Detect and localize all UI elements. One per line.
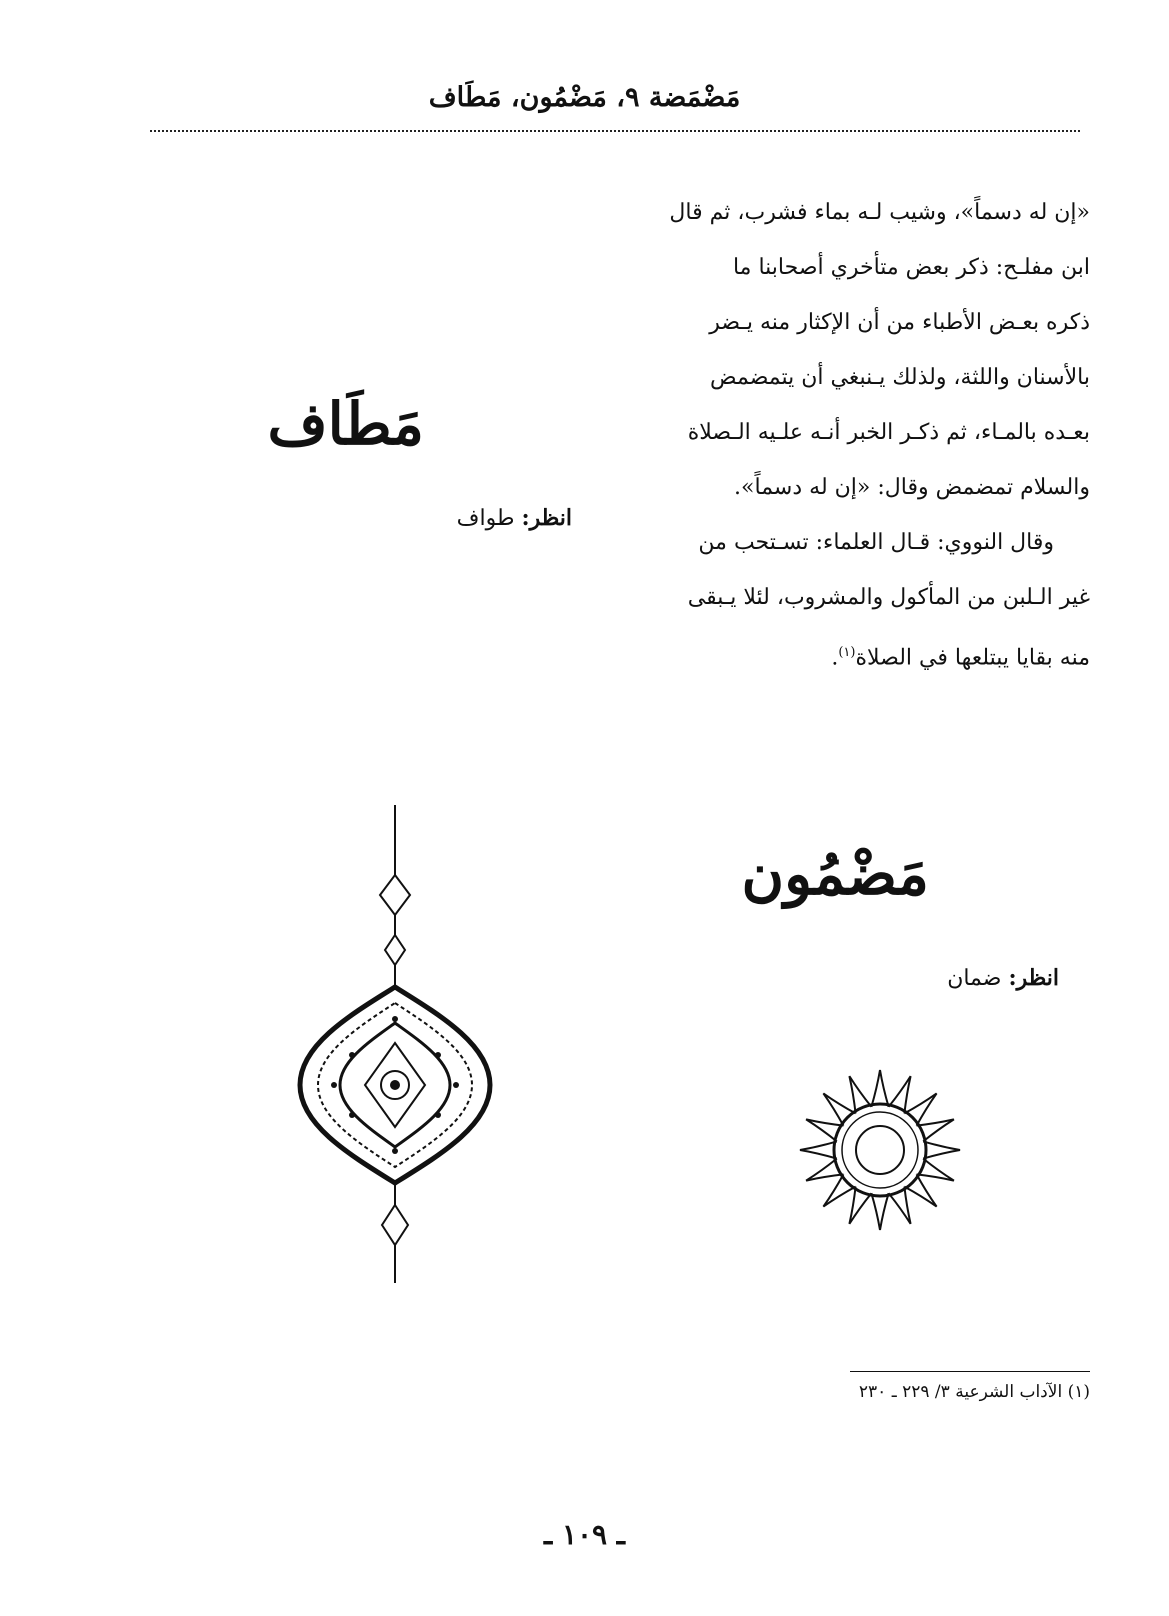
see-also-label: انظر: [1008, 965, 1059, 991]
main-text-column [650, 185, 1090, 680]
text-line: بالأسنان واللثة، ولذلك يـنبغي أن يتمضمض [710, 365, 1090, 390]
see-also-mataf [457, 505, 572, 531]
text-line: ذكره بعـض الأطباء من أن الإكثار منه يـضر [709, 310, 1090, 335]
running-title: مَضْمَضة ٩، مَضْمُون، مَطَاف [428, 82, 741, 113]
rosette-petal [871, 1070, 888, 1107]
star-rosette-icon [795, 1065, 965, 1235]
footnote-divider [850, 1371, 1090, 1372]
entry-heading-madmun: مَضْمُون [741, 840, 929, 908]
rosette-petal [923, 1141, 960, 1158]
text-line: غير الـلبن من المأكول والمشروب، لئلا يـبقى [687, 585, 1090, 610]
page-number: ـ ١٠٩ ـ [543, 1518, 626, 1551]
see-also-label: انظر: [521, 505, 572, 531]
rosette-petal [871, 1193, 888, 1230]
footnote-reference: (١) [838, 645, 856, 660]
text-line-last [650, 625, 1090, 680]
see-also-target: طواف [456, 506, 515, 531]
text-line: بعـده بالمـاء، ثم ذكـر الخبر أنـه علـيه الـصلاة [687, 420, 1090, 445]
see-also-madmun [947, 965, 1059, 991]
entry-heading-mataf: مَطَاف [267, 390, 424, 458]
text-line-last-body: منه بقايا يبتلعها في الصلاة [855, 645, 1090, 671]
text-line-last-end: . [831, 645, 839, 671]
footnote: (١) الآداب الشرعية ٣/ ٢٢٩ ـ ٢٣٠ [858, 1382, 1090, 1402]
header-divider [150, 130, 1080, 132]
text-line: «إن له دسماً»، وشيب لـه بماء فشرب، ثم قال [669, 200, 1090, 225]
rosette-petal [904, 1093, 936, 1125]
text-line: والسلام تمضمض وقال: «إن له دسماً». [734, 475, 1090, 500]
text-line: ابن مفلـح: ذكر بعض متأخري أصحابنا ما [732, 255, 1090, 280]
vertical-medallion-icon [290, 805, 500, 1285]
rosette-petal [800, 1141, 837, 1158]
see-also-target: ضمان [947, 966, 1002, 991]
rosette-petal [823, 1093, 855, 1125]
rosette-petal [904, 1174, 936, 1206]
rosette-petal [823, 1174, 855, 1206]
text-line: وقال النووي: قـال العلماء: تسـتحب من [698, 530, 1054, 555]
